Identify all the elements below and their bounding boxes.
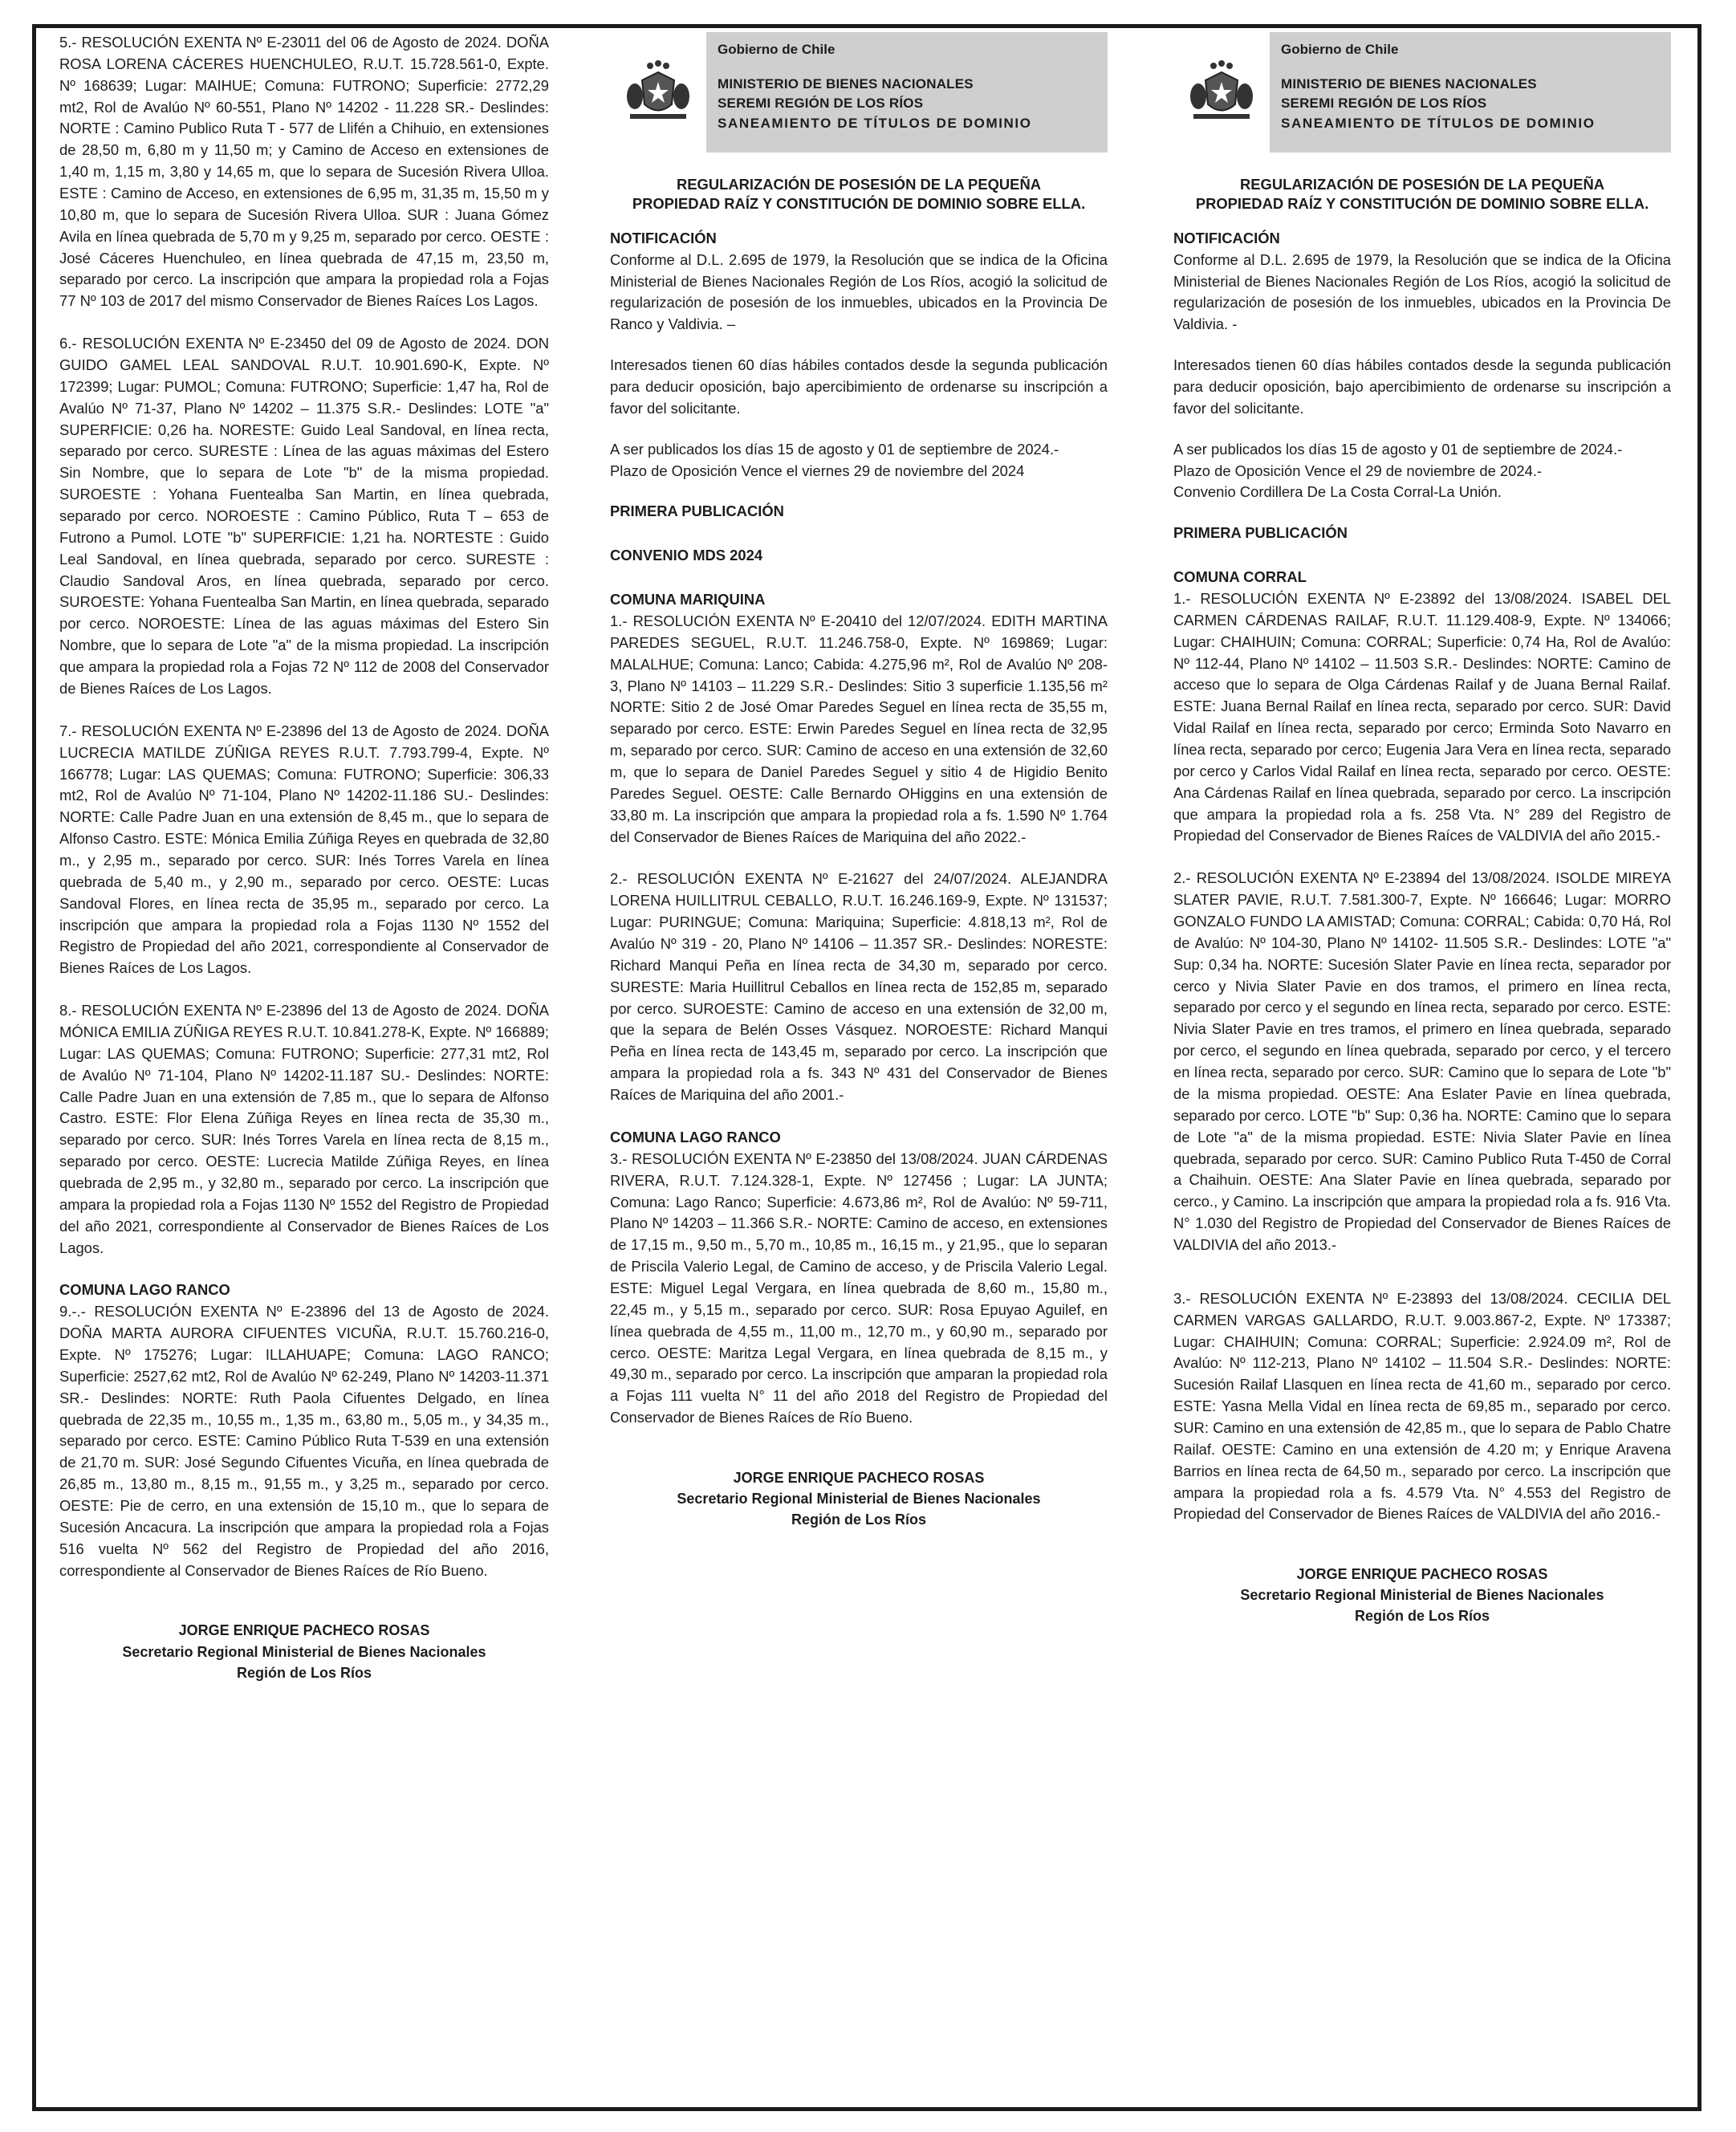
ministry-name: MINISTERIO DE BIENES NACIONALES [718,75,974,92]
department-name: SANEAMIENTO DE TÍTULOS DE DOMINIO [718,115,1032,131]
title-line-1: REGULARIZACIÓN DE POSESIÓN DE LA PEQUEÑA [1239,176,1605,193]
title-line-1: REGULARIZACIÓN DE POSESIÓN DE LA PEQUEÑA [676,176,1042,193]
signature-title: Secretario Regional Ministerial de Bienes Nacionales [677,1491,1041,1507]
convenio-label: CONVENIO MDS 2024 [610,547,763,564]
interesados-paragraph: Interesados tienen 60 días hábiles contados desde la segunda publicación para deducir oposición, bajo apercibimiento de ordenarse su inscripción a favor del solicitante. [610,356,1108,417]
column-3 [1173,32,1671,1627]
opposition-deadline: Plazo de Oposición Vence el 29 de noviembre de 2024.- [1173,462,1543,479]
seremi-name: SEREMI REGIÓN DE LOS RÍOS [1281,96,1487,112]
interesados-paragraph: Interesados tienen 60 días hábiles contados desde la segunda publicación para deducir oposición, bajo apercibimiento de ordenarse su inscripción a favor del solicitante. [1173,356,1671,417]
notification-label: NOTIFICACIÓN [610,229,717,246]
department-name: SANEAMIENTO DE TÍTULOS DE DOMINIO [1281,115,1596,131]
comuna-heading: COMUNA MARIQUINA [610,591,766,608]
seremi-name: SEREMI REGIÓN DE LOS RÍOS [718,96,924,112]
opposition-deadline: Plazo de Oposición Vence el viernes 29 de noviembre del 2024 [610,462,1025,479]
resolution-entry-9: 9.-.- RESOLUCIÓN EXENTA Nº E-23896 del 13 de Agosto de 2024. DOÑA MARTA AURORA CIFUENTES VICUÑA, R.U.T. 15.760.216-0, Expte. Nº 175276; Lugar: ILLAHUAPE; Comuna: LAGO RANCO; Superficie: 2527,62 mt2, Rol de Avalúo Nº 62-249, Plano Nº 14203-11.371 SR.- Deslindes: NORTE: Ruth Paola Cifuentes Delgado, en línea quebrada de 22,35 m., 10,55 m., 1,35 m., 63,80 m., 5,05 m., y 34,35 m., separado por cerco. ESTE: Camino Público Ruta T-539 en una extensión de 21,70 m. SUR: José Segundo Cifuentes Vicuña, en línea quebrada de 26,85 m., 13,80 m., 8,15 m., 91,55 m., y 3,25 m., separado por cerco. OESTE: Pie de cerro, en una extensión de 15,10 m., que lo separa de Sucesión Ancacura. La inscripción que ampara la propiedad rola a Fojas 516 vuelta Nº 562 del Registro de Propiedad del año 2016, correspondiente al Conservador de Bienes Raíces de Río Bueno. [59,1303,549,1579]
resolution-entry-6: 6.- RESOLUCIÓN EXENTA Nº E-23450 del 09 de Agosto de 2024. DON GUIDO GAMEL LEAL SANDOVAL R.U.T. 10.901.690-K, Expte. Nº 172399; Lugar: PUMOL; Comuna: FUTRONO; Superficie: 1,47 ha, Rol de Avalúo Nº 71-37, Plano Nº 14202 – 11.375 S.R.- Deslindes: LOTE "a" SUPERFICIE: 0,26 ha. NORESTE: Guido Leal Sandoval, en línea recta, separado por cerco. SURESTE : Línea de las aguas máximas del Estero Sin Nombre, que lo separa de Lote "b" de la misma propiedad. SUROESTE : Yohana Fuentealba San Martin, en línea quebrada, separado por cerco. NOROESTE : Camino Público, Ruta T – 653 de Futrono a Pumol. LOTE "b" SUPERFICIE: 1,21 ha. NORTESTE : Guido Leal Sandoval, en línea quebrada, separado por cerco. SURESTE : Claudio Sandoval Aros, en línea quebrada, separado por cerco. SUROESTE: Yohana Fuentealba San Martin, en línea quebrada, separado por cerco. NOROESTE: Línea de las aguas máximas del Estero Sin Nombre, que lo separa de Lote "a" de la misma propiedad. La inscripción que ampara la propiedad rola a Fojas 72 Nº 112 de 2008 del Conservador de Bienes Raíces de Los Lagos. [59,335,549,697]
intro-paragraph: Conforme al D.L. 2.695 de 1979, la Resolución que se indica de la Oficina Ministerial de Bienes Nacionales Región de Los Ríos, acogió la solicitud de regularización de posesión de los inmuebles, ubicados en la Provincia De Valdivia. - [1173,250,1671,333]
resolution-entry-2: 2.- RESOLUCIÓN EXENTA Nº E-23894 del 13/08/2024. ISOLDE MIREYA SLATER PAVIE, R.U.T. 7.581.300-7, Expte. Nº 166646; Lugar: MORRO GONZALO FUNDO LA AMISTAD; Comuna: CORRAL; Cabida: 0,70 Há, Rol de Avalúo: Nº 104-30, Plano Nº 14102- 11.505 S.R.- Deslindes: LOTE "a" Sup: 0,34 ha. NORTE: Sucesión Slater Pavie en línea recta, separador por cerco y Nivia Slater Pavie en dos tramos, el primero en línea recta, separado por cerco y el segundo en línea recta, separado por cerco. ESTE: Nivia Slater Pavie en tres tramos, el primero en línea quebrada, separado por cerco, el segundo en línea quebrada, separado por cerco, y el tercero en línea recta, separado por cerco. SUR: Camino que lo separa de Lote "b" de la misma propiedad. OESTE: Ana Eslater Pavie en línea quebrada, separado por cerco. LOTE "b" Sup: 0,36 ha. NORTE: Camino que lo separa de Lote "a" de la misma propiedad. ESTE: Nivia Slater Pavie en línea quebrada, separado por cerco. SUR: Camino Publico Ruta T-450 de Corral a Chaihuin. OESTE: Ana Slater Pavie en línea quebrada, separado por cerco., y Camino. La inscripción que ampara la propiedad rola a fs. 916 Vta. N° 1.030 del Registro de Propiedad del Conservador de Bienes Raíces de VALDIVIA del año 2013.- [1173,869,1671,1253]
chile-coat-of-arms-icon [1173,32,1270,153]
publication-dates: A ser publicados los días 15 de agosto y 01 de septiembre de 2024.- [610,440,1059,458]
resolution-entry-1: 1.- RESOLUCIÓN EXENTA Nº E-23892 del 13/08/2024. ISABEL DEL CARMEN CÁRDENAS RAILAF, R.U.T. 11.129.408-9, Expte. Nº 134066; Lugar: CHAIHUIN; Comuna: CORRAL; Superficie: 0,74 Ha, Rol de Avalúo: Nº 112-44, Plano Nº 14102 – 11.503 S.R.- Deslindes: NORTE: Camino de acceso que lo separa de Olga Cárdenas Railaf y de Juana Bernal Railaf. ESTE: Juana Bernal Railaf en línea recta, separado por cerco. SUR: David Vidal Railaf en línea recta, separado por cerco; Erminda Soto Navarro en línea recta, separado por cerco; Eugenia Jara Vera en línea recta, separado por cerco y Carlos Vidal Railaf en línea recta, separado por cerco. OESTE: Ana Cárdenas Railaf en línea quebrada, separado por cerco. La inscripción que ampara la propiedad rola a fs. 258 Vta. N° 289 del Registro de Propiedad del Conservador de Bienes Raíces de VALDIVIA del año 2015.- [1173,590,1671,844]
notification-label: NOTIFICACIÓN [1173,229,1280,246]
signature-name: JORGE ENRIQUE PACHECO ROSAS [733,1469,985,1486]
title-line-2: PROPIEDAD RAÍZ Y CONSTITUCIÓN DE DOMINIO SOBRE ELLA. [632,194,1086,212]
comuna-heading: COMUNA LAGO RANCO [610,1128,781,1145]
signature-name: JORGE ENRIQUE PACHECO ROSAS [1296,1566,1548,1583]
ministry-box [1270,32,1671,153]
resolution-entry-3: 3.- RESOLUCIÓN EXENTA Nº E-23893 del 13/08/2024. CECILIA DEL CARMEN VARGAS GALLARDO, R.U.T. 9.003.867-2, Expte. Nº 173387; Lugar: CHAIHUIN; Comuna: CORRAL; Superficie: 2.924.09 m², Rol de Avalúo: Nº 112-213, Plano Nº 14102 – 11.504 S.R.- Deslindes: NORTE: Sucesión Railaf Llasquen en línea recta de 41,60 m., separado por cerco. ESTE: Yasna Mella Vidal en línea recta de 69,85 m., separado por cerco. SUR: Camino en una extensión de 42,85 m., que lo separa de Pablo Chatre Railaf. OESTE: Camino en una extensión de 4.20 m; y Enrique Aravena Barrios en línea recta de 64,50 m., separado por cerco. La inscripción que ampara la propiedad rola a fs. 4.579 Vta. N° 4.553 del Registro de Propiedad del Conservador de Bienes Raíces de VALDIVIA del año 2016.- [1173,1289,1671,1523]
gobierno-label: Gobierno de Chile [718,42,835,57]
resolution-entry-3: 3.- RESOLUCIÓN EXENTA Nº E-23850 del 13/08/2024. JUAN CÁRDENAS RIVERA, R.U.T. 7.124.328-1, Expte. Nº 127456 ; Lugar: LA JUNTA; Comuna: Lago Ranco; Superficie: 4.673,86 m², Rol de Avalúo: Nº 59-711, Plano Nº 14203 – 11.366 S.R.- NORTE: Camino de acceso, en extensiones de 17,15 m., 9,50 m., 5,70 m., 10,85 m., 16,15 m., y 21,95., que lo separan de Priscila Valerio Legal, de Camino de acceso, y de Priscila Valerio Legal. ESTE: Miguel Legal Vergara, en línea quebrada de 8,60 m., 15,80 m., 22,45 m., y 5,15 m., separado por cerco. SUR: Rosa Epuyao Aguilef, en línea quebrada de 4,55 m., 11,00 m., 12,70 m., y 60,90 m., separado por cerco. OESTE: Maritza Legal Vergara, en línea quebrada de 8,15 m., y 49,30 m., separado por cerco. La inscripción que amparan la propiedad rola a Fojas 111 vuelta N° 11 del año 2018 del Registro de Propiedad del Conservador de Bienes Raíces de Río Bueno. [610,1149,1108,1426]
signature-region: Región de Los Ríos [236,1664,372,1681]
government-header [610,32,1108,153]
comuna-heading: COMUNA CORRAL [1173,568,1307,586]
primera-publicacion: PRIMERA PUBLICACIÓN [610,502,784,520]
primera-publicacion: PRIMERA PUBLICACIÓN [1173,524,1348,542]
ministry-name: MINISTERIO DE BIENES NACIONALES [1281,75,1537,92]
resolution-entry-8: 8.- RESOLUCIÓN EXENTA Nº E-23896 del 13 de Agosto de 2024. DOÑA MÓNICA EMILIA ZÚÑIGA REYES R.U.T. 10.841.278-K, Expte. Nº 166889; Lugar: LAS QUEMAS; Comuna: FUTRONO; Superficie: 277,31 mt2, Rol de Avalúo Nº 71-104, Plano Nº 14202-11.187 SU.- Deslindes: NORTE: Calle Padre Juan en una extensión de 7,85 m., que lo separa de Alfonso Castro. ESTE: Flor Elena Zúñiga Reyes en línea recta de 35,30 m., separado por cerco. SUR: Inés Torres Varela en línea recta de 8,15 m., separado por cerco. OESTE: Lucrecia Matilde Zúñiga Reyes, en línea quebrada de 2,95 m., y 32,80 m., separado por cerco. La inscripción que ampara la propiedad rola a Fojas 1130 Nº 1552 del Registro de Propiedad del año 2021, correspondiente al Conservador de Bienes Raíces de Los Lagos. [59,1002,549,1256]
ministry-box [706,32,1108,153]
publication-dates: A ser publicados los días 15 de agosto y 01 de septiembre de 2024.- [1173,440,1623,458]
government-header [1173,32,1671,153]
column-2 [610,32,1108,1530]
signature-block [1173,1564,1671,1626]
document-title [610,175,1108,214]
signature-name: JORGE ENRIQUE PACHECO ROSAS [178,1622,430,1639]
column-1 [59,32,549,1683]
signature-title: Secretario Regional Ministerial de Bienes Nacionales [1240,1587,1604,1604]
chile-coat-of-arms-icon [610,32,706,153]
signature-block [610,1467,1108,1530]
signature-region: Región de Los Ríos [1354,1608,1490,1625]
comuna-heading: COMUNA LAGO RANCO [59,1281,230,1299]
title-line-2: PROPIEDAD RAÍZ Y CONSTITUCIÓN DE DOMINIO SOBRE ELLA. [1195,194,1649,212]
convenio-label: Convenio Cordillera De La Costa Corral-La Unión. [1173,483,1502,501]
intro-paragraph: Conforme al D.L. 2.695 de 1979, la Resolución que se indica de la Oficina Ministerial de Bienes Nacionales Región de Los Ríos, acogió la solicitud de regularización de posesión de los inmuebles, ubicados en la Provincia De Ranco y Valdivia. – [610,250,1108,333]
signature-block [59,1620,549,1682]
resolution-entry-7: 7.- RESOLUCIÓN EXENTA Nº E-23896 del 13 de Agosto de 2024. DOÑA LUCRECIA MATILDE ZÚÑIGA REYES R.U.T. 7.793.799-4, Expte. Nº 166778; Lugar: LAS QUEMAS; Comuna: FUTRONO; Superficie: 306,33 mt2, Rol de Avalúo Nº 71-104, Plano Nº 14202-11.186 SU.- Deslindes: NORTE: Calle Padre Juan en una extensión de 8,45 m., que lo separa de Alfonso Castro. ESTE: Mónica Emilia Zúñiga Reyes en quebrada de 32,80 m., y 2,95 m., separado por cerco. SUR: Inés Torres Varela en línea quebrada de 5,40 m., y 2,90 m., separado por cerco. OESTE: Lucas Sandoval Flores, en línea recta de 35,95 m., separado por cerco. La inscripción que ampara la propiedad rola a Fojas 1130 Nº 1552 del Registro de Propiedad del año 2021, correspondiente al Conservador de Bienes Raíces de Los Lagos. [59,722,549,977]
resolution-entry-5: 5.- RESOLUCIÓN EXENTA Nº E-23011 del 06 de Agosto de 2024. DOÑA ROSA LORENA CÁCERES HUENCHULEO, R.U.T. 15.728.561-0, Expte. Nº 168639; Lugar: MAIHUE; Comuna: FUTRONO; Superficie: 2772,29 mt2, Rol de Avalúo Nº 60-551, Plano Nº 14202 - 11.228 SR.- Deslindes: NORTE : Camino Publico Ruta T - 577 de Llifén a Chihuio, en extensiones de 28,50 m, 6,80 m y 11,50 m; y Camino de Acceso en extensiones de 1,40 m, 1,15 m, 3,80 y 14,65 m, que lo separa de Sucesión Rivera Ulloa. ESTE : Camino de Acceso, en extensiones de 6,95 m, 31,35 m, 15,50 m y 10,80 m, que lo separa de Sucesión Rivera Ulloa. SUR : Juana Gómez Avila en línea quebrada de 5,70 m y 9,25 m, separado por cerco. OESTE : José Cáceres Huenchuleo, en línea quebrada de 47,15 m, 23,50 m, separado por cerco. La inscripción que ampara la propiedad rola a Fojas 77 Nº 103 de 2017 del mismo Conservador de Bienes Raíces Los Lagos. [59,34,549,310]
resolution-entry-1: 1.- RESOLUCIÓN EXENTA Nº E-20410 del 12/07/2024. EDITH MARTINA PAREDES SEGUEL, R.U.T. 11.246.758-0, Expte. Nº 169869; Lugar: MALALHUE; Comuna: Lanco; Cabida: 4.275,96 m², Rol de Avalúo Nº 208-3, Plano Nº 14103 – 11.229 S.R.- Deslindes: Sitio 3 superficie 1.135,56 m² NORTE: Sitio 2 de José Omar Paredes Seguel en línea recta de 35,55 m, separado por cerco. ESTE: Erwin Paredes Seguel en línea recta de 32,95 m, separado por cerco. SUR: Camino de acceso en una extensión de 32,60 m, que lo separa de Daniel Paredes Seguel y sitio 4 de Higidio Benito Paredes Seguel. OESTE: Calle Bernardo OHiggins en una extensión de 33,80 m. La inscripción que ampara la propiedad rola a fs. 1.590 Nº 1.764 del Conservador de Bienes Raíces de Mariquina del año 2022.- [610,612,1108,845]
resolution-entry-2: 2.- RESOLUCIÓN EXENTA Nº E-21627 del 24/07/2024. ALEJANDRA LORENA HUILLITRUL CEBALLO, R.U.T. 16.246.169-9, Expte. Nº 131537; Lugar: PURINGUE; Comuna: Mariquina; Superficie: 4.818,13 m², Rol de Avalúo Nº 319 - 20, Plano Nº 14106 – 11.357 SR.- Deslindes: NORESTE: Richard Manqui Peña en línea recta de 34,30 m, separado por cerco. SURESTE: Maria Huillitrul Ceballos en línea recta de 152,85 m, separado por cerco. SUROESTE: Camino de acceso en una extensión de 32,00 m, que la separa de Belén Osses Vásquez. NOROESTE: Richard Manqui Peña en línea recta de 143,45 m, separado por cerco. La inscripción que ampara la propiedad rola a fs. 343 Nº 431 del Conservador de Bienes Raíces de Mariquina del año 2001.- [610,870,1108,1104]
document-title [1173,175,1671,214]
gobierno-label: Gobierno de Chile [1281,42,1399,57]
signature-region: Región de Los Ríos [791,1512,926,1528]
signature-title: Secretario Regional Ministerial de Bienes Nacionales [122,1643,486,1660]
